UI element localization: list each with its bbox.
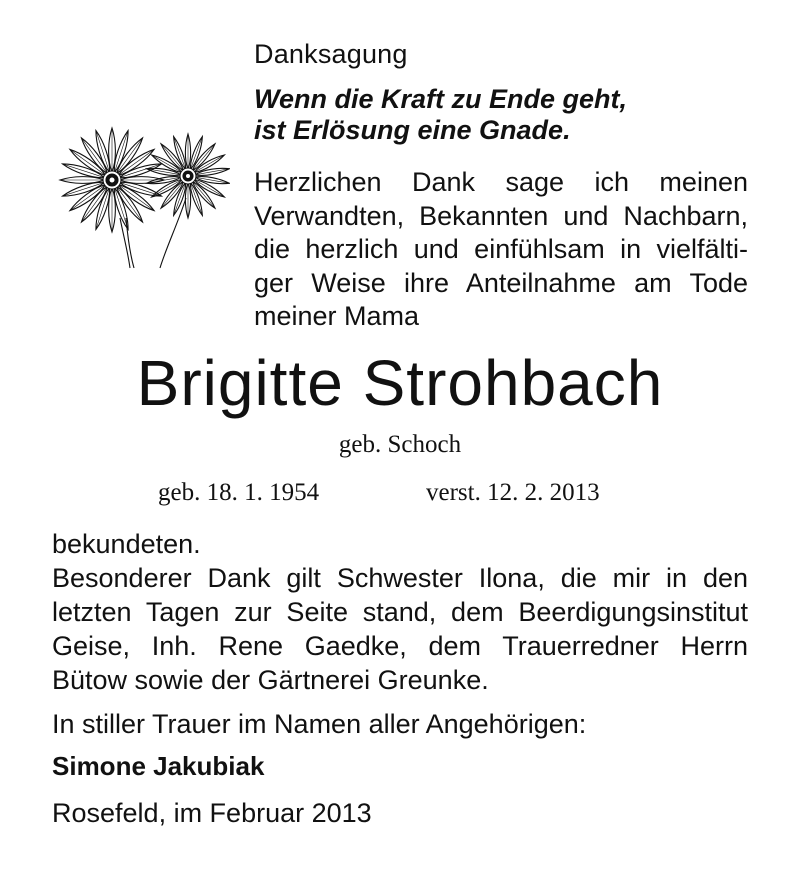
flowers-icon: [48, 118, 230, 270]
death-date: verst. 12. 2. 2013: [426, 479, 600, 506]
place-date: Rosefeld, im Februar 2013: [52, 798, 372, 828]
thanks-line: Herzlichen Dank sage ich meinen: [254, 167, 748, 197]
thanks-line: die herzlich und einfühlsam in vielfälti-: [254, 234, 748, 264]
life-dates: [158, 478, 758, 508]
body-line: bekundeten.: [52, 529, 201, 559]
motto: [254, 84, 774, 146]
thanks-line: meiner Mama: [254, 301, 420, 331]
body-paragraph: [52, 527, 748, 697]
closing-line: In stiller Trauer im Namen aller Angehörigen:: [52, 709, 587, 739]
deceased-name: Brigitte Strohbach: [136, 347, 664, 419]
thanks-line: Verwandten, Bekannten und Nachbarn,: [254, 200, 748, 231]
body-line: letzten Tagen zur Seite stand, dem Beerdigungsinstitut: [52, 597, 748, 627]
motto-line: Wenn die Kraft zu Ende geht,: [254, 84, 628, 114]
body-line: Bütow sowie der Gärtnerei Greunke.: [52, 665, 489, 695]
thanks-paragraph: [254, 166, 748, 334]
body-line: Geise, Inh. Rene Gaedke, dem Trauerredner Herrn: [52, 631, 748, 661]
birth-name: geb. Schoch: [338, 431, 462, 458]
birth-date: geb. 18. 1. 1954: [158, 479, 320, 506]
header-title: Danksagung: [254, 39, 408, 69]
thanks-line: ger Weise ihre Anteilnahme am Tode: [254, 267, 748, 298]
signer-name: Simone Jakubiak: [52, 751, 265, 781]
motto-line: ist Erlösung eine Gnade.: [254, 115, 571, 145]
body-line: Besonderer Dank gilt Schwester Ilona, die mir in den: [52, 563, 748, 593]
